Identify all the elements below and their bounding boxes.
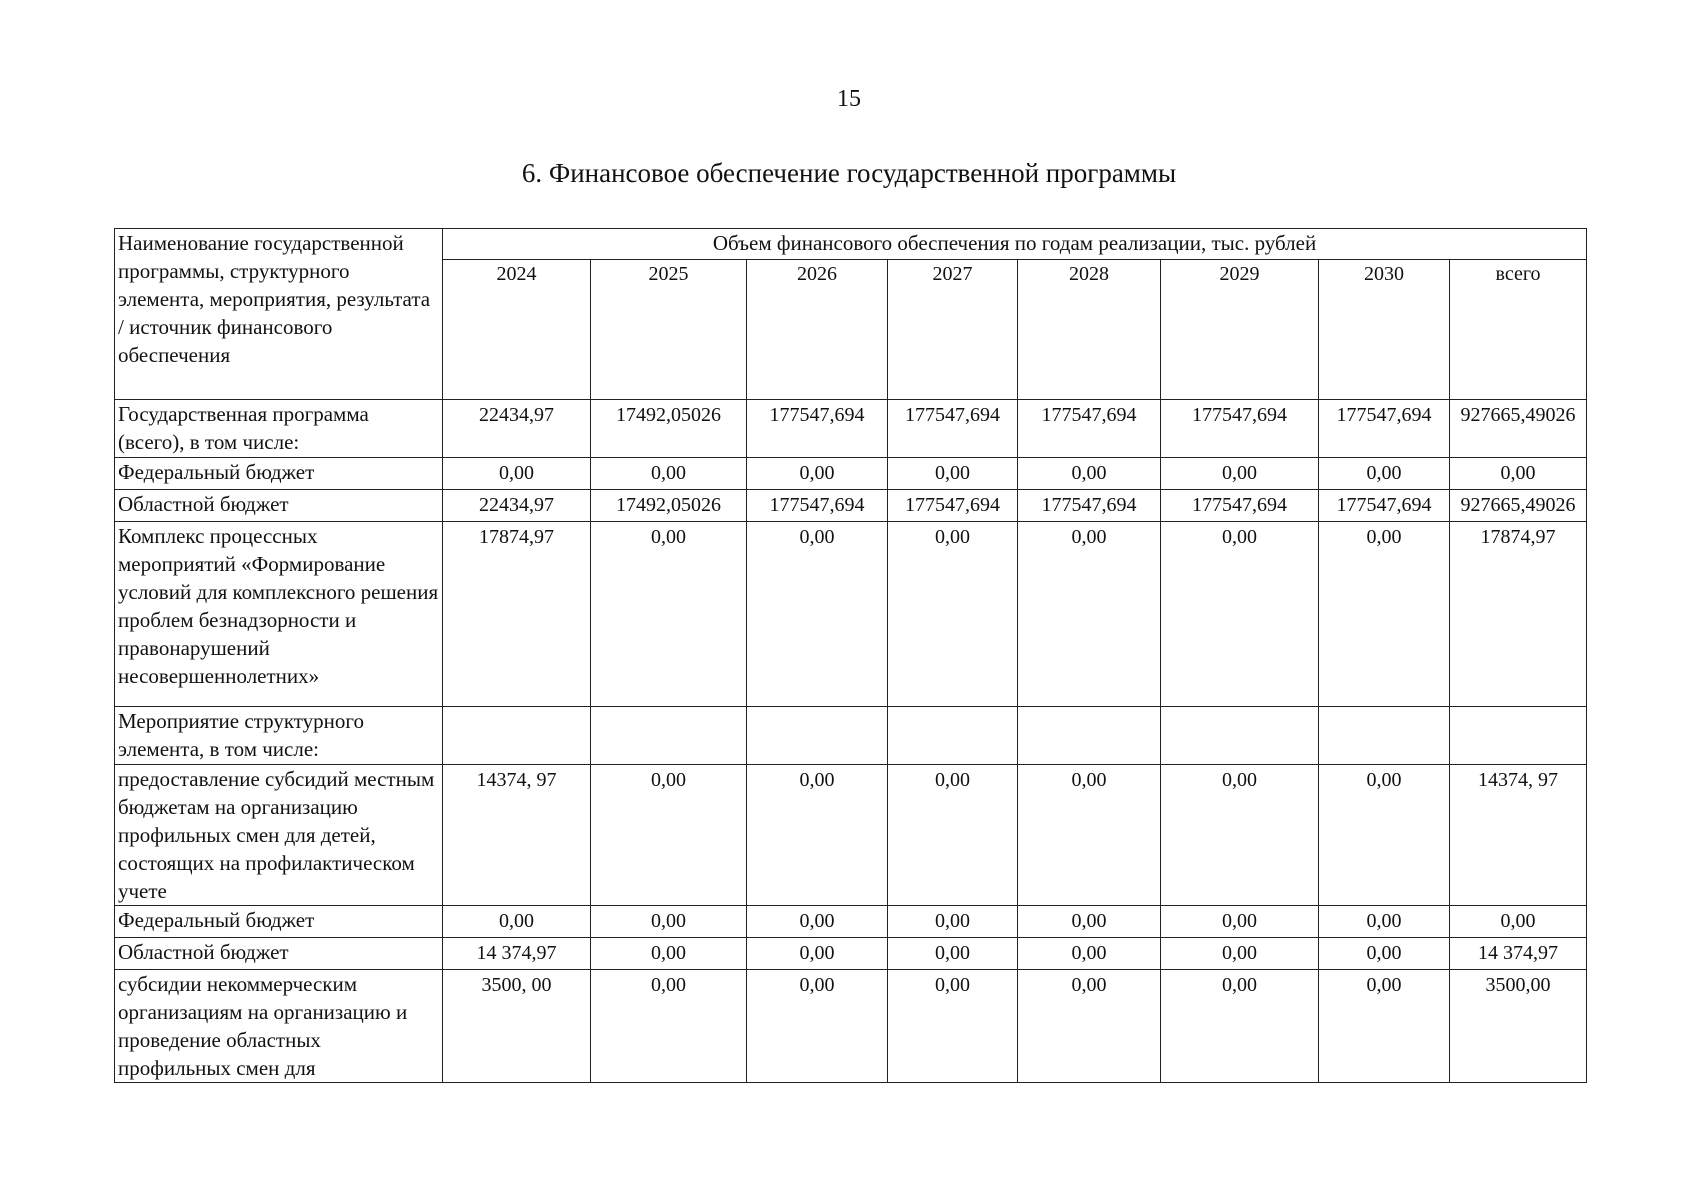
value-cell [747, 707, 888, 765]
value-cell: 14374, 97 [1450, 765, 1587, 906]
value-cell: 0,00 [591, 906, 747, 938]
value-cell: 0,00 [1450, 458, 1587, 490]
year-column-header: 2024 [443, 260, 591, 400]
value-cell: 22434,97 [443, 400, 591, 458]
value-cell: 0,00 [747, 522, 888, 707]
value-cell: 0,00 [1161, 458, 1319, 490]
value-cell: 177547,694 [747, 400, 888, 458]
value-cell: 14 374,97 [1450, 938, 1587, 970]
value-cell [591, 707, 747, 765]
value-cell: 0,00 [1319, 970, 1450, 1083]
value-cell: 927665,49026 [1450, 490, 1587, 522]
table-row [115, 707, 1587, 765]
table-row [115, 765, 1587, 906]
row-name-cell: Мероприятие структурного элемента, в том числе: [115, 707, 443, 765]
table-row [115, 906, 1587, 938]
value-cell: 0,00 [888, 765, 1018, 906]
value-cell: 17874,97 [443, 522, 591, 707]
value-cell: 22434,97 [443, 490, 591, 522]
value-cell: 0,00 [888, 938, 1018, 970]
value-cell [1450, 707, 1587, 765]
row-name-cell: Областной бюджет [115, 490, 443, 522]
funding-volume-header: Объем финансового обеспечения по годам реализации, тыс. рублей [443, 229, 1587, 260]
value-cell: 0,00 [1319, 458, 1450, 490]
row-name-cell: Федеральный бюджет [115, 906, 443, 938]
value-cell [1319, 707, 1450, 765]
year-column-header: всего [1450, 260, 1587, 400]
value-cell: 0,00 [591, 458, 747, 490]
value-cell: 0,00 [1450, 906, 1587, 938]
table-body [115, 400, 1587, 1083]
page-number: 15 [837, 86, 861, 112]
row-name-cell: Областной бюджет [115, 938, 443, 970]
value-cell: 0,00 [747, 938, 888, 970]
row-name-cell: Федеральный бюджет [115, 458, 443, 490]
value-cell: 0,00 [1018, 458, 1161, 490]
year-column-header: 2030 [1319, 260, 1450, 400]
value-cell: 0,00 [591, 522, 747, 707]
row-name-cell: Государственная программа (всего), в том числе: [115, 400, 443, 458]
year-column-header: 2026 [747, 260, 888, 400]
value-cell: 0,00 [1018, 970, 1161, 1083]
value-cell: 0,00 [1319, 522, 1450, 707]
value-cell: 0,00 [1161, 765, 1319, 906]
value-cell: 14374, 97 [443, 765, 591, 906]
value-cell [1161, 707, 1319, 765]
value-cell: 0,00 [1018, 938, 1161, 970]
value-cell: 177547,694 [888, 490, 1018, 522]
value-cell: 0,00 [888, 458, 1018, 490]
value-cell: 177547,694 [1319, 400, 1450, 458]
year-column-header: 2029 [1161, 260, 1319, 400]
year-column-header: 2027 [888, 260, 1018, 400]
value-cell: 0,00 [888, 906, 1018, 938]
value-cell: 0,00 [1018, 522, 1161, 707]
value-cell: 0,00 [591, 938, 747, 970]
table-row [115, 522, 1587, 707]
value-cell: 177547,694 [1161, 490, 1319, 522]
value-cell: 0,00 [1161, 970, 1319, 1083]
value-cell: 0,00 [1161, 522, 1319, 707]
value-cell: 3500,00 [1450, 970, 1587, 1083]
financing-table [114, 228, 1587, 1083]
value-cell: 17492,05026 [591, 490, 747, 522]
name-column-header: Наименование государственной программы, структурного элемента, мероприятия, результата / источник финансового обеспечения [115, 229, 443, 400]
table-row [115, 458, 1587, 490]
header-row-group [115, 229, 1587, 260]
value-cell: 0,00 [1018, 906, 1161, 938]
value-cell: 177547,694 [1161, 400, 1319, 458]
value-cell [888, 707, 1018, 765]
value-cell: 0,00 [888, 970, 1018, 1083]
value-cell [443, 707, 591, 765]
value-cell: 927665,49026 [1450, 400, 1587, 458]
value-cell: 0,00 [443, 906, 591, 938]
value-cell: 3500, 00 [443, 970, 591, 1083]
value-cell: 14 374,97 [443, 938, 591, 970]
value-cell: 0,00 [1319, 906, 1450, 938]
row-name-cell: субсидии некоммерческим организациям на организацию и проведение областных профильных смен для [115, 970, 443, 1083]
value-cell: 0,00 [747, 765, 888, 906]
value-cell: 0,00 [1161, 938, 1319, 970]
value-cell: 177547,694 [1018, 490, 1161, 522]
value-cell: 0,00 [591, 970, 747, 1083]
value-cell: 177547,694 [1319, 490, 1450, 522]
value-cell: 0,00 [1018, 765, 1161, 906]
value-cell: 0,00 [1319, 938, 1450, 970]
section-title: 6. Финансовое обеспечение государственной программы [521, 158, 1177, 188]
value-cell: 0,00 [1161, 906, 1319, 938]
value-cell: 177547,694 [747, 490, 888, 522]
value-cell: 177547,694 [1018, 400, 1161, 458]
value-cell: 0,00 [443, 458, 591, 490]
value-cell: 0,00 [747, 458, 888, 490]
year-column-header: 2025 [591, 260, 747, 400]
table-row [115, 938, 1587, 970]
value-cell: 17492,05026 [591, 400, 747, 458]
year-column-header: 2028 [1018, 260, 1161, 400]
value-cell: 0,00 [888, 522, 1018, 707]
value-cell: 177547,694 [888, 400, 1018, 458]
table-row [115, 400, 1587, 458]
row-name-cell: предоставление субсидий местным бюджетам на организацию профильных смен для детей, состоящих на профилактическом учете [115, 765, 443, 906]
row-name-cell: Комплекс процессных мероприятий «Формирование условий для комплексного решения проблем безнадзорности и правонарушений несовершеннолетних» [115, 522, 443, 707]
value-cell: 17874,97 [1450, 522, 1587, 707]
value-cell: 0,00 [747, 970, 888, 1083]
value-cell: 0,00 [1319, 765, 1450, 906]
value-cell: 0,00 [591, 765, 747, 906]
table-row [115, 970, 1587, 1083]
value-cell: 0,00 [747, 906, 888, 938]
value-cell [1018, 707, 1161, 765]
table-row [115, 490, 1587, 522]
